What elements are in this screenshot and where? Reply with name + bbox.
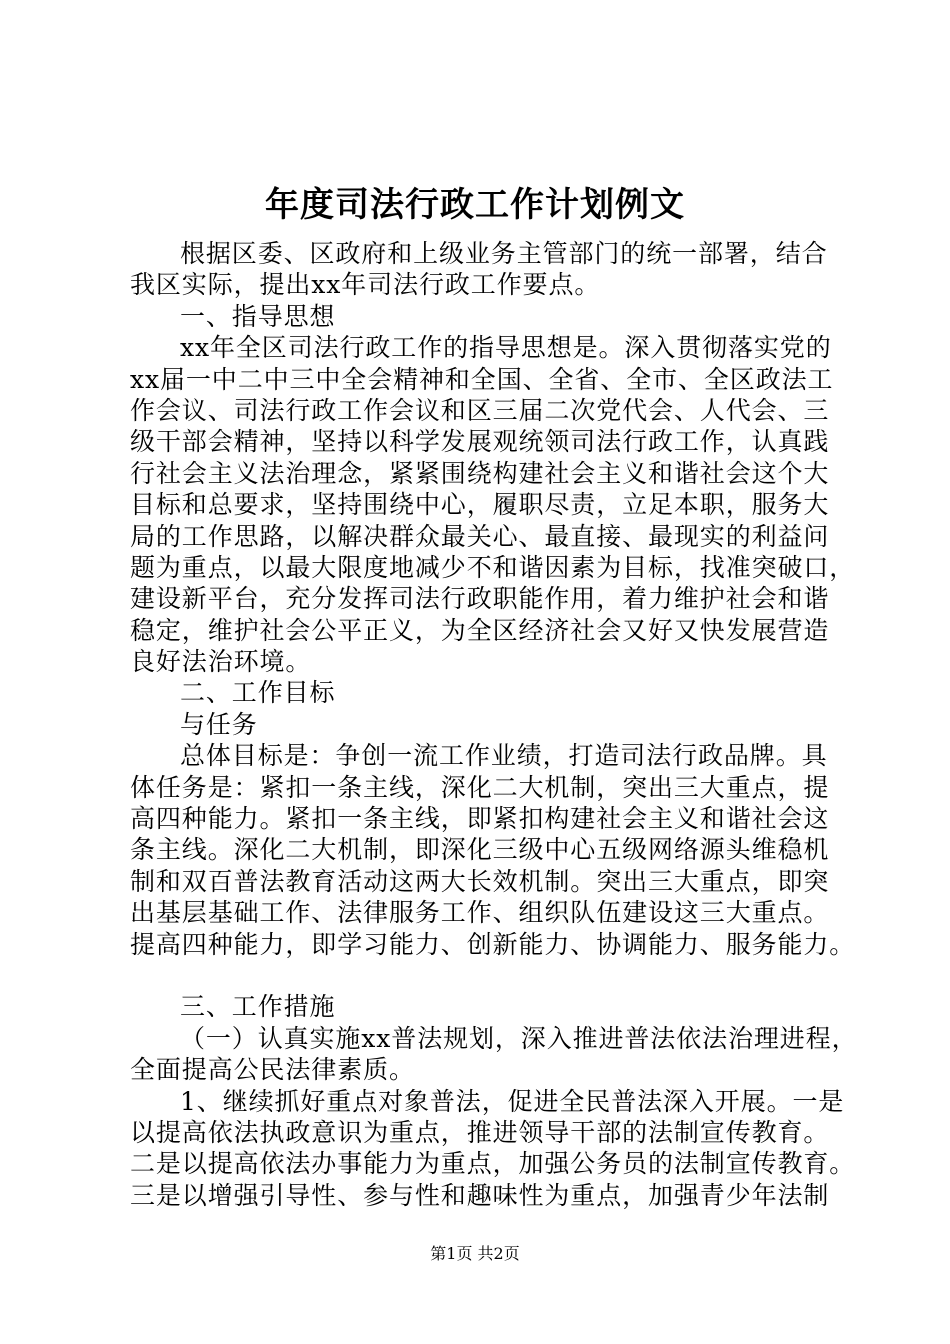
- page-footer: 第1页 共2页: [430, 1244, 520, 1263]
- text-line: 与任务: [180, 709, 258, 739]
- text-line: 一、指导思想: [180, 301, 336, 331]
- text-line: 级干部会精神，坚持以科学发展观统领司法行政工作，认真践: [130, 427, 830, 457]
- text-line: 建设新平台，充分发挥司法行政职能作用，着力维护社会和谐: [130, 584, 830, 614]
- text-line: 二、工作目标: [180, 678, 336, 708]
- text-line: 高四种能力。紧扣一条主线，即紧扣构建社会主义和谐社会这: [130, 804, 830, 834]
- text-line: 三、工作措施: [180, 992, 336, 1022]
- text-line: 我区实际，提出xx年司法行政工作要点。: [130, 270, 601, 300]
- text-line: 根据区委、区政府和上级业务主管部门的统一部署，结合: [180, 239, 828, 268]
- text-line: xx年全区司法行政工作的指导思想是。深入贯彻落实党的: [180, 333, 832, 363]
- text-line: 以提高依法执政意识为重点，推进领导干部的法制宣传教育。: [130, 1117, 830, 1147]
- text-line: 目标和总要求，坚持围绕中心，履职尽责，立足本职，服务大: [130, 490, 830, 520]
- text-line: 稳定，维护社会公平正义，为全区经济社会又好又快发展营造: [130, 615, 830, 645]
- text-line: 提高四种能力，即学习能力、创新能力、协调能力、服务能力。: [130, 929, 856, 959]
- text-line: 体任务是：紧扣一条主线，深化二大机制，突出三大重点，提: [130, 772, 830, 802]
- text-line: 局的工作思路，以解决群众最关心、最直接、最现实的利益问: [130, 521, 830, 551]
- text-line: 全面提高公民法律素质。: [130, 1055, 415, 1085]
- text-line: 总体目标是：争创一流工作业绩，打造司法行政品牌。具: [180, 741, 828, 771]
- document-body: [130, 238, 858, 1211]
- text-line: 制和双百普法教育活动这两大长效机制。突出三大重点，即突: [130, 866, 830, 896]
- text-line: 二是以提高依法办事能力为重点，加强公务员的法制宣传教育。: [130, 1149, 856, 1179]
- text-line: 作会议、司法行政工作会议和区三届二次党代会、人代会、三: [130, 395, 830, 425]
- blank-line: [130, 960, 850, 991]
- text-line: 1、继续抓好重点对象普法，促进全民普法深入开展。一是: [180, 1086, 845, 1116]
- text-line: 行社会主义法治理念，紧紧围绕构建社会主义和谐社会这个大: [130, 458, 830, 488]
- text-line: 条主线。深化二大机制，即深化三级中心五级网络源头维稳机: [130, 835, 830, 865]
- text-line: 出基层基础工作、法律服务工作、组织队伍建设这三大重点。: [130, 898, 830, 928]
- text-line: 题为重点，以最大限度地减少不和谐因素为目标，找准突破口，: [130, 552, 856, 582]
- text-line: 良好法治环境。: [130, 647, 312, 677]
- text-line: 三是以增强引导性、参与性和趣味性为重点，加强青少年法制: [130, 1180, 830, 1210]
- text-line: （一）认真实施xx普法规划，深入推进普法依法治理进程，: [180, 1023, 858, 1053]
- document-title: 年度司法行政工作计划例文: [265, 185, 685, 225]
- text-line: xx届一中二中三中全会精神和全国、全省、全市、全区政法工: [130, 364, 834, 394]
